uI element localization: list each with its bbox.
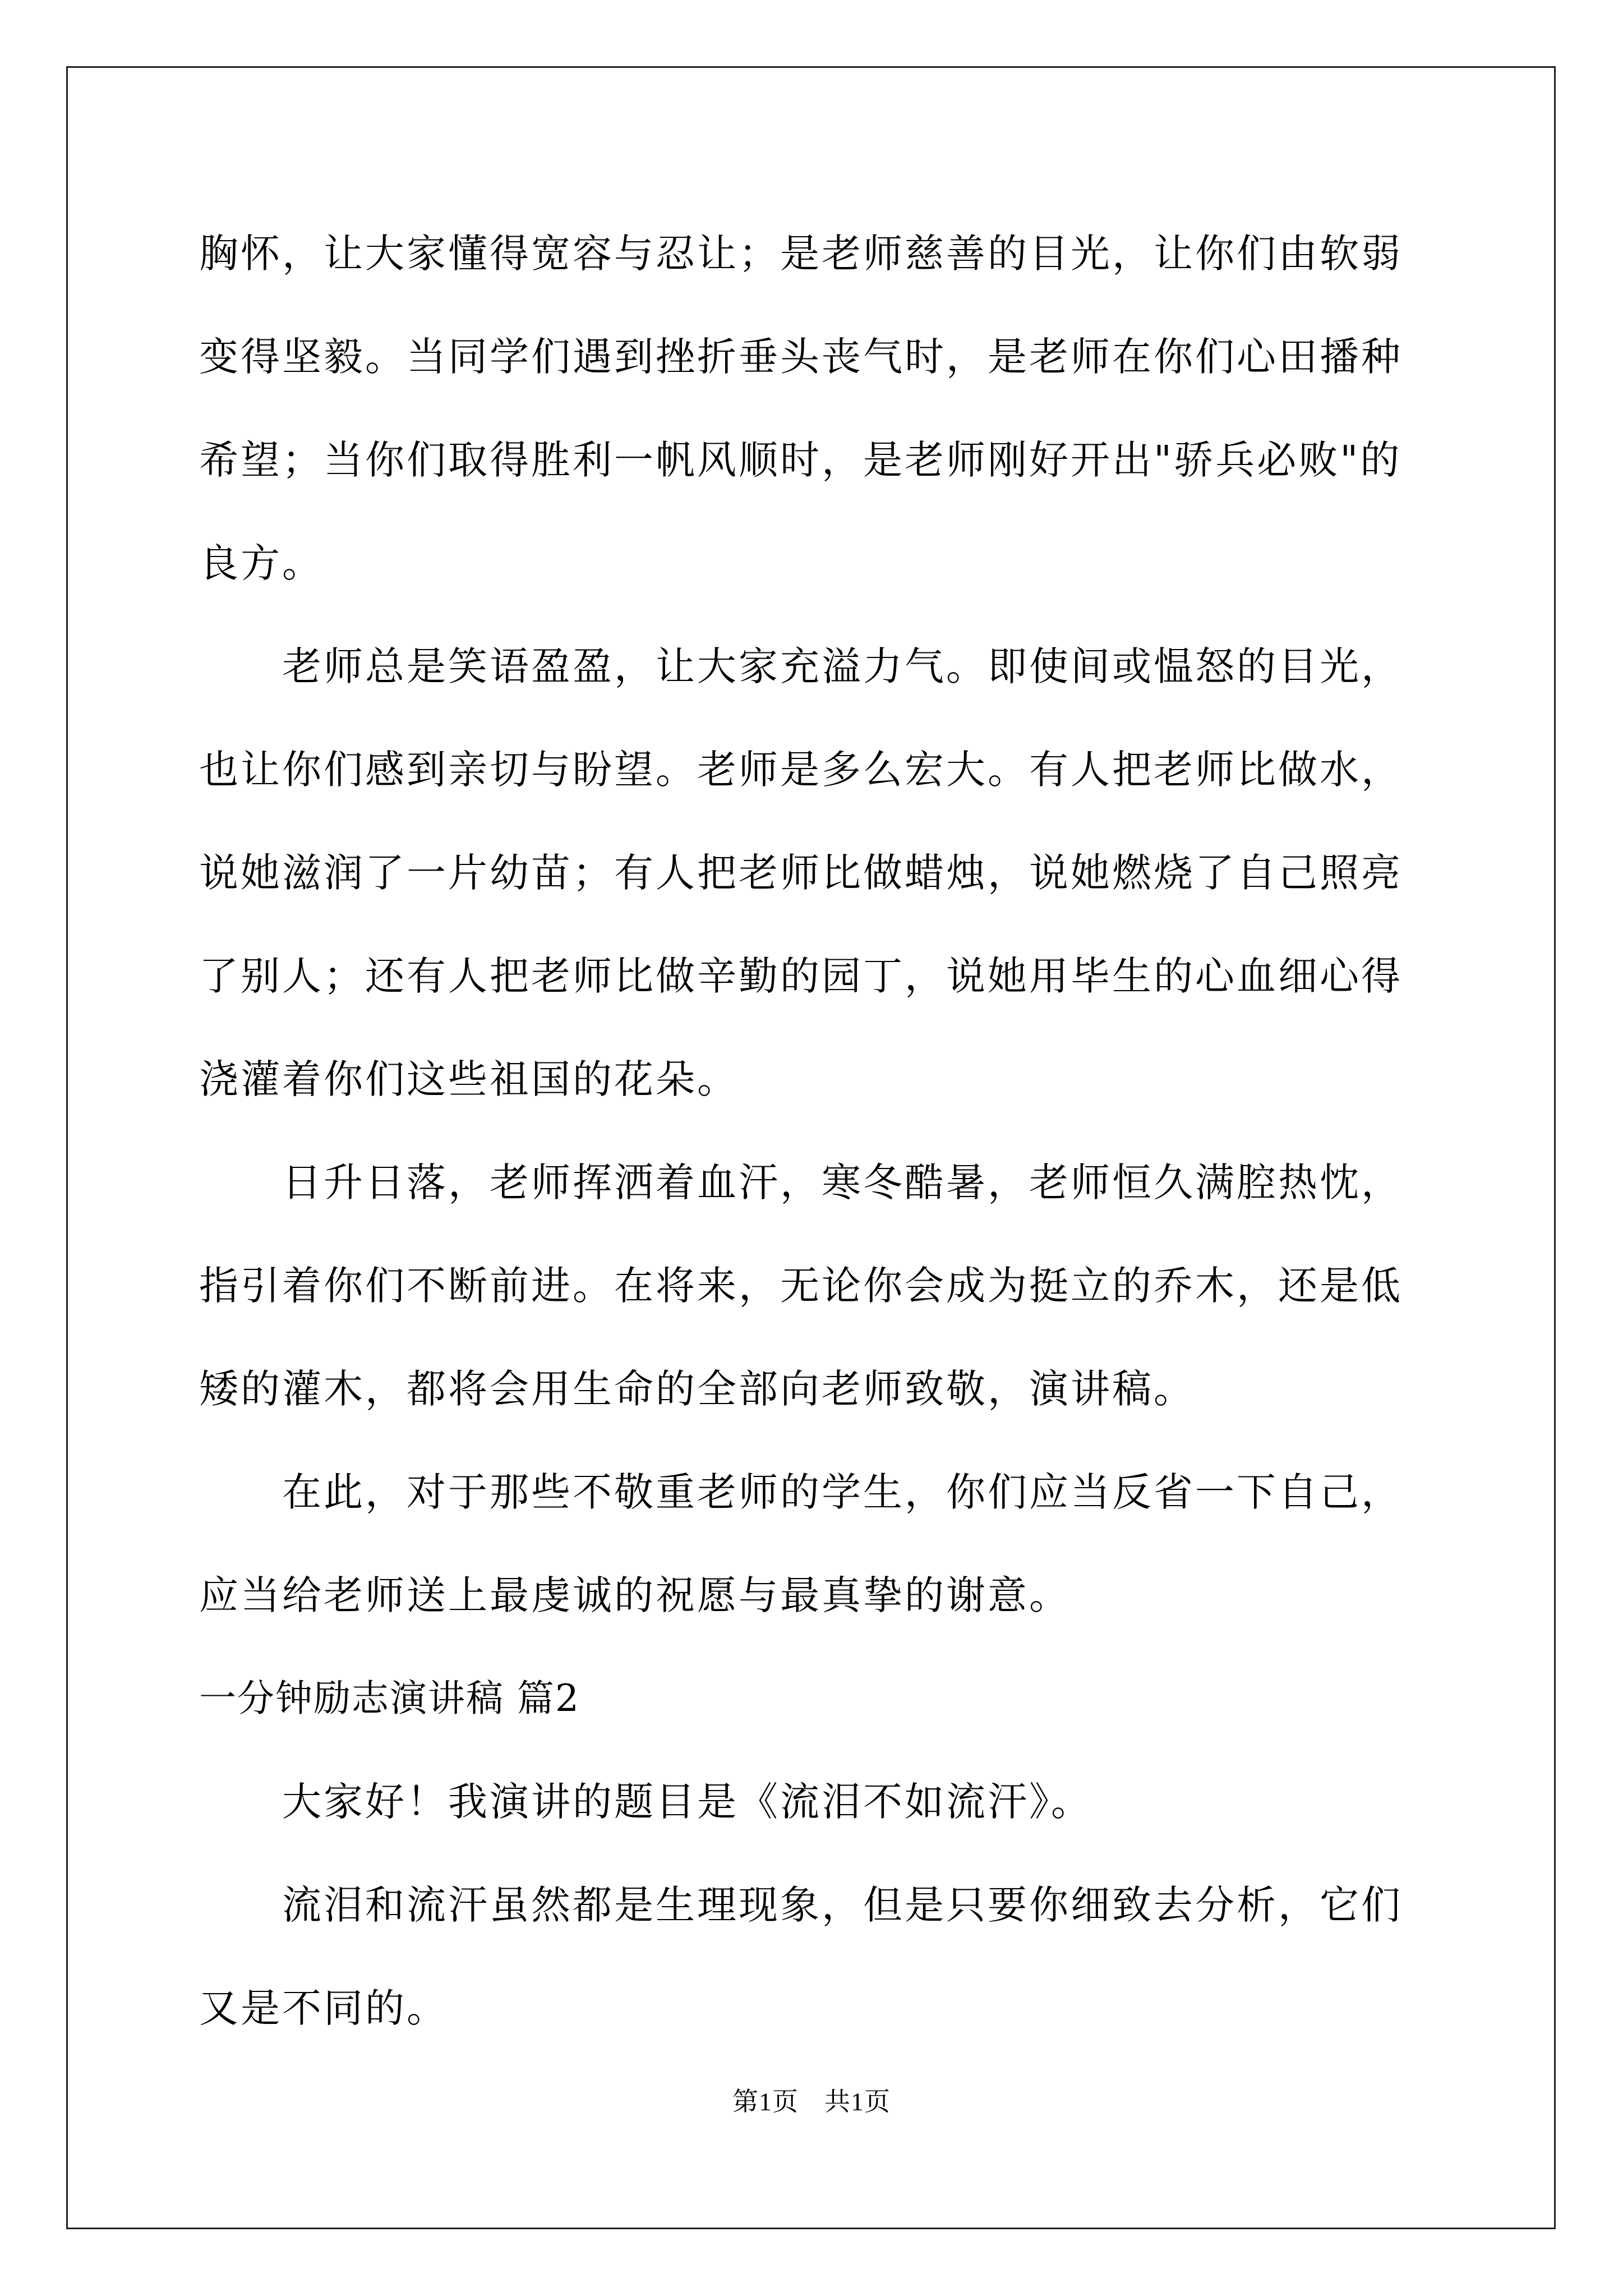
paragraph-teacher-smile: 老师总是笑语盈盈，让大家充溢力气。即使间或愠怒的目光，也让你们感到亲切与盼望。老师是多么宏大。有人把老师比做水，说她滋润了一片幼苗；有人把老师比做蜡烛，说她燃烧了自己照亮了别人；还有人把老师比做辛勤的园丁，说她用毕生的心血细心得浇灌着你们这些祖国的花朵。 [199,643,1403,1102]
page-total: 共1页 [824,2087,891,2116]
paragraph-greeting: 大家好！我演讲的题目是《流泪不如流汗》。 [282,1779,1092,1825]
page-number: 第1页 [732,2087,799,2116]
page-footer [0,2081,1623,2118]
paragraph-continuation: 胸怀，让大家懂得宽容与忍让；是老师慈善的目光，让你们由软弱变得坚毅。当同学们遇到挫折垂头丧气时，是老师在你们心田播种希望；当你们取得胜利一帆风顺时，是老师刚好开出"骄兵必败"的良方。 [199,231,1403,586]
section-heading: 一分钟励志演讲稿 篇2 [199,1677,580,1720]
document-body [199,202,1433,2060]
paragraph-sunrise-sunset: 日升日落，老师挥洒着血汗，寒冬酷暑，老师恒久满腔热忱，指引着你们不断前进。在将来，无论你会成为挺立的乔木，还是低矮的灌木，都将会用生命的全部向老师致敬，演讲稿。 [199,1159,1403,1412]
paragraph-reflection: 在此，对于那些不敬重老师的学生，你们应当反省一下自己，应当给老师送上最虔诚的祝愿与最真挚的谢意。 [199,1469,1403,1618]
paragraph-tears-sweat: 流泪和流汗虽然都是生理现象，但是只要你细致去分析，它们又是不同的。 [199,1882,1403,2031]
